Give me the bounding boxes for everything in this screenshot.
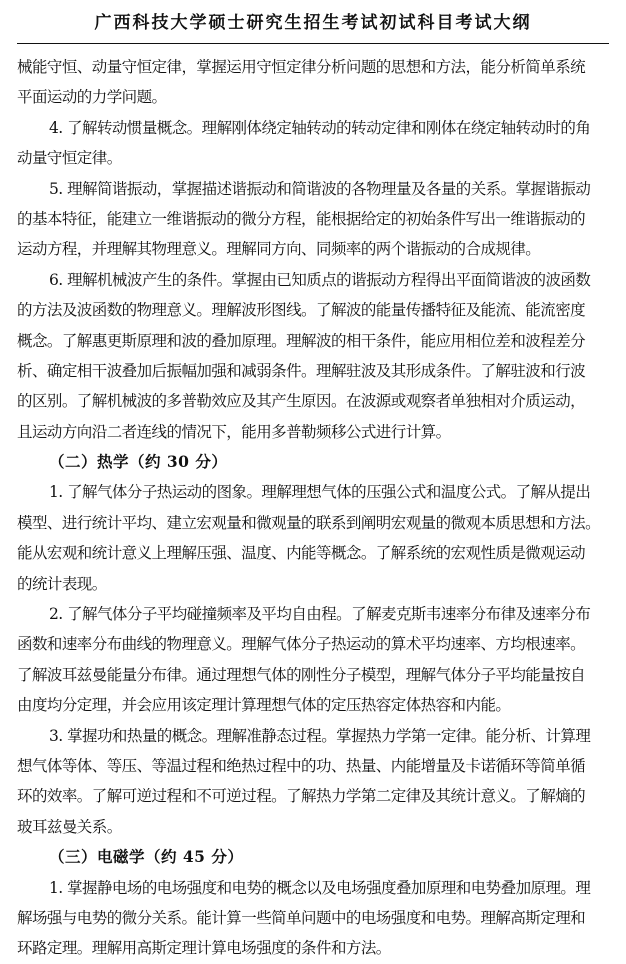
paragraph-line: 析、确定相干波叠加后振幅加强和减弱条件。理解驻波及其形成条件。了解驻波和行波 <box>17 361 586 380</box>
paragraph-line: 运动方程，并理解其物理意义。理解同方向、同频率的两个谐振动的合成规律。 <box>17 240 541 259</box>
paragraph-line: 环路定理。理解用高斯定理计算电场强度的条件和方法。 <box>17 939 391 958</box>
paragraph-line: 由度均分定理，并会应用该定理计算理想气体的定压热容定体热容和内能。 <box>17 696 511 715</box>
page-header-title: 广西科技大学硕士研究生招生考试初试科目考试大纲 <box>94 13 532 33</box>
paragraph-line: 解场强与电势的微分关系。能计算一些简单问题中的电场强度和电势。理解高斯定理和 <box>17 908 586 927</box>
paragraph-line: 的方法及波函数的物理意义。理解波形图线。了解波的能量传播特征及能流、能流密度 <box>17 301 586 320</box>
paragraph-line: 环的效率。了解可逆过程和不可逆过程。了解热力学第二定律及其统计意义。了解熵的 <box>17 787 586 806</box>
paragraph-line: 模型、进行统计平均、建立宏观量和微观量的联系到阐明宏观量的微观本质思想和方法。 <box>17 513 601 532</box>
paragraph-line: 玻耳兹曼关系。 <box>17 817 122 836</box>
section-heading-thermo: （二）热学（约 30 分） <box>49 452 228 472</box>
paragraph-line: 的区别。了解机械波的多普勒效应及其产生原因。在波源或观察者单独相对介质运动， <box>17 392 586 411</box>
document-body <box>17 52 609 964</box>
paragraph-line: 平面运动的力学问题。 <box>17 88 167 107</box>
paragraph-line: 概念。了解惠更斯原理和波的叠加原理。理解波的相干条件，能应用相位差和波程差分 <box>17 331 586 350</box>
paragraph-line: 函数和速率分布曲线的物理意义。理解气体分子热运动的算术平均速率、方均根速率。 <box>17 635 586 654</box>
paragraph-line: 2. 了解气体分子平均碰撞频率及平均自由程。了解麦克斯韦速率分布律及速率分布 <box>49 605 591 624</box>
paragraph-line: 械能守恒、动量守恒定律，掌握运用守恒定律分析问题的思想和方法，能分析简单系统 <box>17 58 586 76</box>
paragraph-line: 且运动方向沿二者连线的情况下，能用多普勒频移公式进行计算。 <box>17 422 451 441</box>
paragraph-line: 5. 理解简谐振动，掌握描述谐振动和简谐波的各物理量及各量的关系。掌握谐振动 <box>49 179 591 198</box>
paragraph-line: 动量守恒定律。 <box>17 149 122 168</box>
paragraph-line: 3. 掌握功和热量的概念。理解准静态过程。掌握热力学第一定律。能分析、计算理 <box>49 726 591 745</box>
section-heading-em: （三）电磁学（约 45 分） <box>49 847 244 867</box>
paragraph-line: 的统计表现。 <box>17 574 107 593</box>
paragraph-line: 6. 理解机械波产生的条件。掌握由已知质点的谐振动方程得出平面简谐波的波函数 <box>49 270 591 289</box>
paragraph-line: 1. 掌握静电场的电场强度和电势的概念以及电场强度叠加原理和电势叠加原理。理 <box>49 878 591 897</box>
header-rule <box>17 43 609 44</box>
paragraph-line: 4. 了解转动惯量概念。理解刚体绕定轴转动的转动定律和刚体在绕定轴转动时的角 <box>49 118 591 137</box>
paragraph-line: 了解波耳兹曼能量分布律。通过理想气体的刚性分子模型，理解气体分子平均能量按自 <box>17 665 586 684</box>
paragraph-line: 的基本特征，能建立一维谐振动的微分方程，能根据给定的初始条件写出一维谐振动的 <box>17 209 586 228</box>
paragraph-line: 1. 了解气体分子热运动的图象。理解理想气体的压强公式和温度公式。了解从提出 <box>49 483 591 502</box>
paragraph-line: 想气体等体、等压、等温过程和绝热过程中的功、热量、内能增量及卡诺循环等简单循 <box>17 756 586 775</box>
paragraph-line: 能从宏观和统计意义上理解压强、温度、内能等概念。了解系统的宏观性质是微观运动 <box>17 544 586 563</box>
